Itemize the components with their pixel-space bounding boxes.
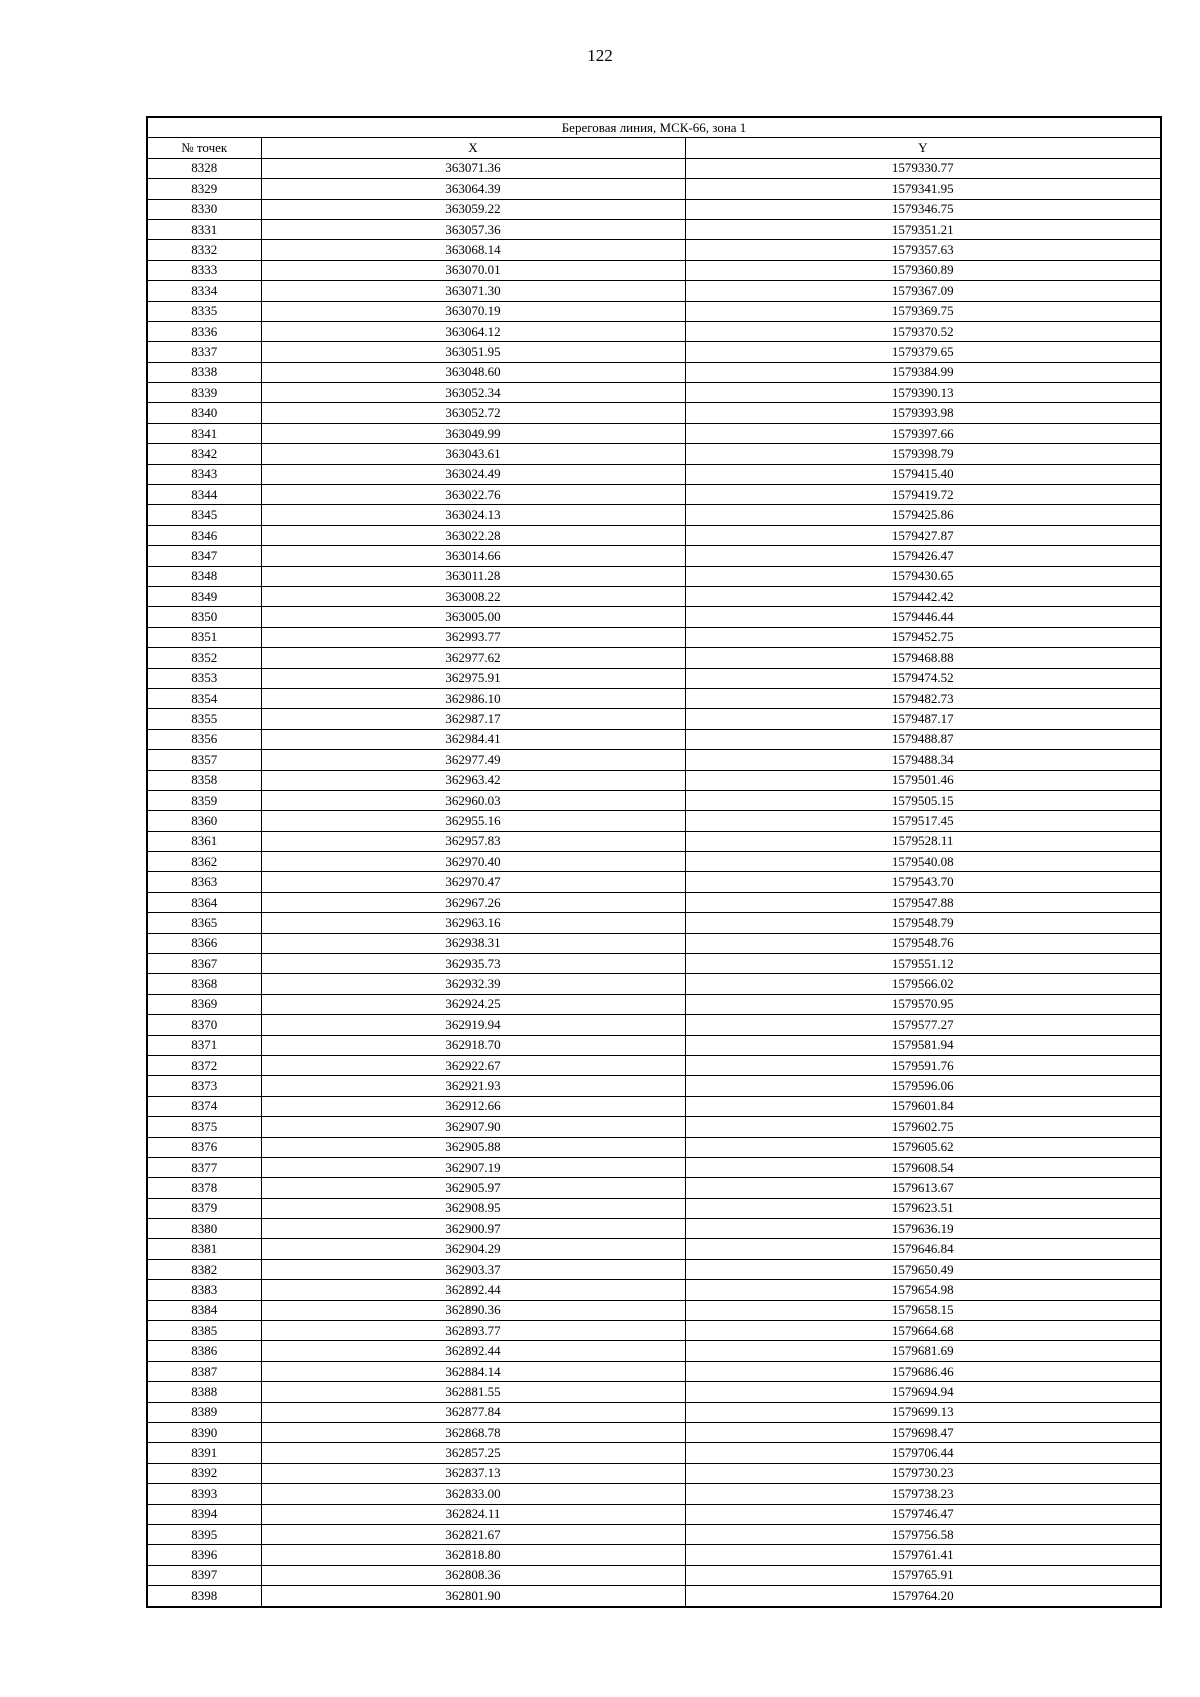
table-row: [147, 1463, 1161, 1483]
x-coordinate-cell: 362824.11: [261, 1504, 685, 1524]
y-coordinate-cell: 1579505.15: [685, 790, 1161, 810]
point-number-cell: 8348: [147, 566, 261, 586]
y-coordinate-cell: 1579393.98: [685, 403, 1161, 423]
table-row: [147, 1586, 1161, 1607]
y-coordinate-cell: 1579346.75: [685, 199, 1161, 219]
table-row: [147, 566, 1161, 586]
x-coordinate-cell: 362922.67: [261, 1055, 685, 1075]
y-coordinate-cell: 1579419.72: [685, 485, 1161, 505]
x-coordinate-cell: 362903.37: [261, 1259, 685, 1279]
point-number-cell: 8351: [147, 627, 261, 647]
y-coordinate-cell: 1579694.94: [685, 1382, 1161, 1402]
table-row: [147, 1096, 1161, 1116]
x-coordinate-cell: 363005.00: [261, 607, 685, 627]
table-row: [147, 1484, 1161, 1504]
y-coordinate-cell: 1579658.15: [685, 1300, 1161, 1320]
x-coordinate-cell: 362868.78: [261, 1423, 685, 1443]
table-row: [147, 423, 1161, 443]
table-row: [147, 1382, 1161, 1402]
table-row: [147, 464, 1161, 484]
column-header-y: Y: [685, 138, 1161, 158]
x-coordinate-cell: 363070.01: [261, 260, 685, 280]
point-number-cell: 8362: [147, 852, 261, 872]
table-row: [147, 994, 1161, 1014]
y-coordinate-cell: 1579540.08: [685, 852, 1161, 872]
point-number-cell: 8392: [147, 1463, 261, 1483]
table-row: [147, 525, 1161, 545]
point-number-cell: 8355: [147, 709, 261, 729]
point-number-cell: 8357: [147, 750, 261, 770]
point-number-cell: 8389: [147, 1402, 261, 1422]
y-coordinate-cell: 1579566.02: [685, 974, 1161, 994]
y-coordinate-cell: 1579681.69: [685, 1341, 1161, 1361]
page-number: 122: [587, 46, 613, 65]
point-number-cell: 8330: [147, 199, 261, 219]
point-number-cell: 8349: [147, 586, 261, 606]
x-coordinate-cell: 362993.77: [261, 627, 685, 647]
y-coordinate-cell: 1579570.95: [685, 994, 1161, 1014]
table-row: [147, 1545, 1161, 1565]
x-coordinate-cell: 362877.84: [261, 1402, 685, 1422]
column-header-x: X: [261, 138, 685, 158]
point-number-cell: 8333: [147, 260, 261, 280]
table-row: [147, 301, 1161, 321]
point-number-cell: 8329: [147, 179, 261, 199]
x-coordinate-cell: 362938.31: [261, 933, 685, 953]
x-coordinate-cell: 362986.10: [261, 688, 685, 708]
x-coordinate-cell: 362900.97: [261, 1219, 685, 1239]
x-coordinate-cell: 363057.36: [261, 219, 685, 239]
x-coordinate-cell: 362904.29: [261, 1239, 685, 1259]
point-number-cell: 8378: [147, 1178, 261, 1198]
point-number-cell: 8363: [147, 872, 261, 892]
point-number-cell: 8345: [147, 505, 261, 525]
point-number-cell: 8328: [147, 158, 261, 178]
table-row: [147, 383, 1161, 403]
x-coordinate-cell: 362893.77: [261, 1321, 685, 1341]
point-number-cell: 8352: [147, 648, 261, 668]
x-coordinate-cell: 363064.39: [261, 179, 685, 199]
point-number-cell: 8335: [147, 301, 261, 321]
point-number-cell: 8396: [147, 1545, 261, 1565]
table-header-row: [147, 138, 1161, 158]
point-number-cell: 8388: [147, 1382, 261, 1402]
table-row: [147, 913, 1161, 933]
table-row: [147, 321, 1161, 341]
point-number-cell: 8369: [147, 994, 261, 1014]
y-coordinate-cell: 1579357.63: [685, 240, 1161, 260]
x-coordinate-cell: 362987.17: [261, 709, 685, 729]
x-coordinate-cell: 362977.62: [261, 648, 685, 668]
table-row: [147, 1361, 1161, 1381]
y-coordinate-cell: 1579699.13: [685, 1402, 1161, 1422]
y-coordinate-cell: 1579446.44: [685, 607, 1161, 627]
point-number-cell: 8398: [147, 1586, 261, 1607]
table-row: [147, 770, 1161, 790]
y-coordinate-cell: 1579548.76: [685, 933, 1161, 953]
y-coordinate-cell: 1579474.52: [685, 668, 1161, 688]
point-number-cell: 8337: [147, 342, 261, 362]
y-coordinate-cell: 1579605.62: [685, 1137, 1161, 1157]
table-row: [147, 1055, 1161, 1075]
y-coordinate-cell: 1579577.27: [685, 1015, 1161, 1035]
table-row: [147, 158, 1161, 178]
table-title: Береговая линия, МСК-66, зона 1: [147, 117, 1161, 138]
y-coordinate-cell: 1579601.84: [685, 1096, 1161, 1116]
point-number-cell: 8344: [147, 485, 261, 505]
y-coordinate-cell: 1579501.46: [685, 770, 1161, 790]
point-number-cell: 8387: [147, 1361, 261, 1381]
table-row: [147, 790, 1161, 810]
point-number-cell: 8359: [147, 790, 261, 810]
y-coordinate-cell: 1579369.75: [685, 301, 1161, 321]
point-number-cell: 8393: [147, 1484, 261, 1504]
table-row: [147, 1117, 1161, 1137]
table-row: [147, 179, 1161, 199]
x-coordinate-cell: 362967.26: [261, 892, 685, 912]
x-coordinate-cell: 362908.95: [261, 1198, 685, 1218]
table-row: [147, 1137, 1161, 1157]
y-coordinate-cell: 1579636.19: [685, 1219, 1161, 1239]
point-number-cell: 8385: [147, 1321, 261, 1341]
x-coordinate-cell: 362963.16: [261, 913, 685, 933]
y-coordinate-cell: 1579547.88: [685, 892, 1161, 912]
x-coordinate-cell: 363049.99: [261, 423, 685, 443]
table-row: [147, 199, 1161, 219]
point-number-cell: 8353: [147, 668, 261, 688]
point-number-cell: 8379: [147, 1198, 261, 1218]
table-row: [147, 505, 1161, 525]
table-row: [147, 872, 1161, 892]
x-coordinate-cell: 362907.19: [261, 1157, 685, 1177]
point-number-cell: 8370: [147, 1015, 261, 1035]
table-row: [147, 342, 1161, 362]
table-row: [147, 1423, 1161, 1443]
coordinates-table: [146, 116, 1162, 1608]
x-coordinate-cell: 362818.80: [261, 1545, 685, 1565]
x-coordinate-cell: 363071.30: [261, 281, 685, 301]
table-row: [147, 627, 1161, 647]
x-coordinate-cell: 362960.03: [261, 790, 685, 810]
x-coordinate-cell: 363022.28: [261, 525, 685, 545]
x-coordinate-cell: 362907.90: [261, 1117, 685, 1137]
y-coordinate-cell: 1579706.44: [685, 1443, 1161, 1463]
y-coordinate-cell: 1579764.20: [685, 1586, 1161, 1607]
y-coordinate-cell: 1579517.45: [685, 811, 1161, 831]
x-coordinate-cell: 362955.16: [261, 811, 685, 831]
x-coordinate-cell: 362924.25: [261, 994, 685, 1014]
y-coordinate-cell: 1579390.13: [685, 383, 1161, 403]
x-coordinate-cell: 362984.41: [261, 729, 685, 749]
point-number-cell: 8346: [147, 525, 261, 545]
x-coordinate-cell: 362970.40: [261, 852, 685, 872]
table-row: [147, 729, 1161, 749]
table-row: [147, 1239, 1161, 1259]
y-coordinate-cell: 1579646.84: [685, 1239, 1161, 1259]
point-number-cell: 8332: [147, 240, 261, 260]
x-coordinate-cell: 363064.12: [261, 321, 685, 341]
point-number-cell: 8365: [147, 913, 261, 933]
point-number-cell: 8367: [147, 954, 261, 974]
table-row: [147, 1341, 1161, 1361]
table-row: [147, 750, 1161, 770]
y-coordinate-cell: 1579654.98: [685, 1280, 1161, 1300]
point-number-cell: 8373: [147, 1076, 261, 1096]
y-coordinate-cell: 1579608.54: [685, 1157, 1161, 1177]
x-coordinate-cell: 362905.97: [261, 1178, 685, 1198]
table-row: [147, 1524, 1161, 1544]
x-coordinate-cell: 362884.14: [261, 1361, 685, 1381]
x-coordinate-cell: 363052.34: [261, 383, 685, 403]
x-coordinate-cell: 362833.00: [261, 1484, 685, 1504]
y-coordinate-cell: 1579384.99: [685, 362, 1161, 382]
table-row: [147, 362, 1161, 382]
point-number-cell: 8382: [147, 1259, 261, 1279]
y-coordinate-cell: 1579596.06: [685, 1076, 1161, 1096]
x-coordinate-cell: 362821.67: [261, 1524, 685, 1544]
y-coordinate-cell: 1579482.73: [685, 688, 1161, 708]
x-coordinate-cell: 362970.47: [261, 872, 685, 892]
x-coordinate-cell: 363011.28: [261, 566, 685, 586]
y-coordinate-cell: 1579623.51: [685, 1198, 1161, 1218]
y-coordinate-cell: 1579664.68: [685, 1321, 1161, 1341]
y-coordinate-cell: 1579761.41: [685, 1545, 1161, 1565]
x-coordinate-cell: 362881.55: [261, 1382, 685, 1402]
table-row: [147, 1015, 1161, 1035]
x-coordinate-cell: 362857.25: [261, 1443, 685, 1463]
y-coordinate-cell: 1579543.70: [685, 872, 1161, 892]
x-coordinate-cell: 363024.13: [261, 505, 685, 525]
x-coordinate-cell: 362932.39: [261, 974, 685, 994]
table-row: [147, 1157, 1161, 1177]
point-number-cell: 8360: [147, 811, 261, 831]
x-coordinate-cell: 362801.90: [261, 1586, 685, 1607]
table-row: [147, 546, 1161, 566]
point-number-cell: 8354: [147, 688, 261, 708]
x-coordinate-cell: 362892.44: [261, 1280, 685, 1300]
y-coordinate-cell: 1579379.65: [685, 342, 1161, 362]
table-row: [147, 240, 1161, 260]
table-title-row: [147, 117, 1161, 138]
y-coordinate-cell: 1579698.47: [685, 1423, 1161, 1443]
table-row: [147, 281, 1161, 301]
y-coordinate-cell: 1579425.86: [685, 505, 1161, 525]
y-coordinate-cell: 1579397.66: [685, 423, 1161, 443]
x-coordinate-cell: 362977.49: [261, 750, 685, 770]
point-number-cell: 8342: [147, 444, 261, 464]
table-row: [147, 586, 1161, 606]
x-coordinate-cell: 363022.76: [261, 485, 685, 505]
table-row: [147, 219, 1161, 239]
x-coordinate-cell: 362921.93: [261, 1076, 685, 1096]
y-coordinate-cell: 1579370.52: [685, 321, 1161, 341]
table-row: [147, 1402, 1161, 1422]
point-number-cell: 8386: [147, 1341, 261, 1361]
table-row: [147, 1280, 1161, 1300]
y-coordinate-cell: 1579341.95: [685, 179, 1161, 199]
point-number-cell: 8383: [147, 1280, 261, 1300]
x-coordinate-cell: 362837.13: [261, 1463, 685, 1483]
table-row: [147, 1321, 1161, 1341]
x-coordinate-cell: 363051.95: [261, 342, 685, 362]
y-coordinate-cell: 1579738.23: [685, 1484, 1161, 1504]
point-number-cell: 8347: [147, 546, 261, 566]
y-coordinate-cell: 1579360.89: [685, 260, 1161, 280]
table-row: [147, 444, 1161, 464]
point-number-cell: 8356: [147, 729, 261, 749]
table-row: [147, 403, 1161, 423]
table-row: [147, 260, 1161, 280]
y-coordinate-cell: 1579551.12: [685, 954, 1161, 974]
x-coordinate-cell: 362957.83: [261, 831, 685, 851]
y-coordinate-cell: 1579488.34: [685, 750, 1161, 770]
point-number-cell: 8375: [147, 1117, 261, 1137]
point-number-cell: 8338: [147, 362, 261, 382]
table-row: [147, 811, 1161, 831]
point-number-cell: 8397: [147, 1565, 261, 1585]
y-coordinate-cell: 1579468.88: [685, 648, 1161, 668]
point-number-cell: 8340: [147, 403, 261, 423]
y-coordinate-cell: 1579452.75: [685, 627, 1161, 647]
y-coordinate-cell: 1579415.40: [685, 464, 1161, 484]
x-coordinate-cell: 363070.19: [261, 301, 685, 321]
point-number-cell: 8381: [147, 1239, 261, 1259]
table-row: [147, 607, 1161, 627]
table-row: [147, 1076, 1161, 1096]
y-coordinate-cell: 1579581.94: [685, 1035, 1161, 1055]
point-number-cell: 8339: [147, 383, 261, 403]
y-coordinate-cell: 1579367.09: [685, 281, 1161, 301]
x-coordinate-cell: 362892.44: [261, 1341, 685, 1361]
table-row: [147, 688, 1161, 708]
point-number-cell: 8390: [147, 1423, 261, 1443]
x-coordinate-cell: 363043.61: [261, 444, 685, 464]
x-coordinate-cell: 363008.22: [261, 586, 685, 606]
x-coordinate-cell: 363014.66: [261, 546, 685, 566]
y-coordinate-cell: 1579330.77: [685, 158, 1161, 178]
y-coordinate-cell: 1579427.87: [685, 525, 1161, 545]
x-coordinate-cell: 362890.36: [261, 1300, 685, 1320]
point-number-cell: 8377: [147, 1157, 261, 1177]
x-coordinate-cell: 362808.36: [261, 1565, 685, 1585]
y-coordinate-cell: 1579398.79: [685, 444, 1161, 464]
table-row: [147, 933, 1161, 953]
point-number-cell: 8358: [147, 770, 261, 790]
y-coordinate-cell: 1579528.11: [685, 831, 1161, 851]
point-number-cell: 8334: [147, 281, 261, 301]
point-number-cell: 8366: [147, 933, 261, 953]
y-coordinate-cell: 1579613.67: [685, 1178, 1161, 1198]
y-coordinate-cell: 1579591.76: [685, 1055, 1161, 1075]
x-coordinate-cell: 362905.88: [261, 1137, 685, 1157]
table-row: [147, 668, 1161, 688]
point-number-cell: 8368: [147, 974, 261, 994]
table-row: [147, 974, 1161, 994]
y-coordinate-cell: 1579746.47: [685, 1504, 1161, 1524]
x-coordinate-cell: 362975.91: [261, 668, 685, 688]
table-row: [147, 852, 1161, 872]
table-row: [147, 1565, 1161, 1585]
table-row: [147, 1443, 1161, 1463]
point-number-cell: 8384: [147, 1300, 261, 1320]
point-number-cell: 8376: [147, 1137, 261, 1157]
point-number-cell: 8372: [147, 1055, 261, 1075]
table-row: [147, 1300, 1161, 1320]
point-number-cell: 8341: [147, 423, 261, 443]
y-coordinate-cell: 1579765.91: [685, 1565, 1161, 1585]
x-coordinate-cell: 362963.42: [261, 770, 685, 790]
x-coordinate-cell: 363024.49: [261, 464, 685, 484]
y-coordinate-cell: 1579602.75: [685, 1117, 1161, 1137]
point-number-cell: 8380: [147, 1219, 261, 1239]
table-row: [147, 1219, 1161, 1239]
x-coordinate-cell: 362919.94: [261, 1015, 685, 1035]
table-row: [147, 709, 1161, 729]
x-coordinate-cell: 362912.66: [261, 1096, 685, 1116]
y-coordinate-cell: 1579488.87: [685, 729, 1161, 749]
y-coordinate-cell: 1579548.79: [685, 913, 1161, 933]
y-coordinate-cell: 1579426.47: [685, 546, 1161, 566]
y-coordinate-cell: 1579730.23: [685, 1463, 1161, 1483]
point-number-cell: 8374: [147, 1096, 261, 1116]
y-coordinate-cell: 1579351.21: [685, 219, 1161, 239]
point-number-cell: 8395: [147, 1524, 261, 1544]
point-number-cell: 8350: [147, 607, 261, 627]
table-row: [147, 1198, 1161, 1218]
table-row: [147, 648, 1161, 668]
table-row: [147, 1035, 1161, 1055]
y-coordinate-cell: 1579430.65: [685, 566, 1161, 586]
point-number-cell: 8336: [147, 321, 261, 341]
table-row: [147, 485, 1161, 505]
x-coordinate-cell: 362918.70: [261, 1035, 685, 1055]
table-row: [147, 1504, 1161, 1524]
point-number-cell: 8331: [147, 219, 261, 239]
y-coordinate-cell: 1579487.17: [685, 709, 1161, 729]
y-coordinate-cell: 1579650.49: [685, 1259, 1161, 1279]
table-row: [147, 954, 1161, 974]
x-coordinate-cell: 363059.22: [261, 199, 685, 219]
y-coordinate-cell: 1579686.46: [685, 1361, 1161, 1381]
x-coordinate-cell: 363048.60: [261, 362, 685, 382]
x-coordinate-cell: 363071.36: [261, 158, 685, 178]
table-row: [147, 1259, 1161, 1279]
x-coordinate-cell: 363052.72: [261, 403, 685, 423]
table-row: [147, 1178, 1161, 1198]
point-number-cell: 8391: [147, 1443, 261, 1463]
table-row: [147, 831, 1161, 851]
point-number-cell: 8371: [147, 1035, 261, 1055]
point-number-cell: 8361: [147, 831, 261, 851]
table-row: [147, 892, 1161, 912]
point-number-cell: 8343: [147, 464, 261, 484]
y-coordinate-cell: 1579442.42: [685, 586, 1161, 606]
point-number-cell: 8394: [147, 1504, 261, 1524]
point-number-cell: 8364: [147, 892, 261, 912]
x-coordinate-cell: 362935.73: [261, 954, 685, 974]
column-header-point-number: № точек: [147, 138, 261, 158]
table-body: [147, 158, 1161, 1606]
x-coordinate-cell: 363068.14: [261, 240, 685, 260]
y-coordinate-cell: 1579756.58: [685, 1524, 1161, 1544]
